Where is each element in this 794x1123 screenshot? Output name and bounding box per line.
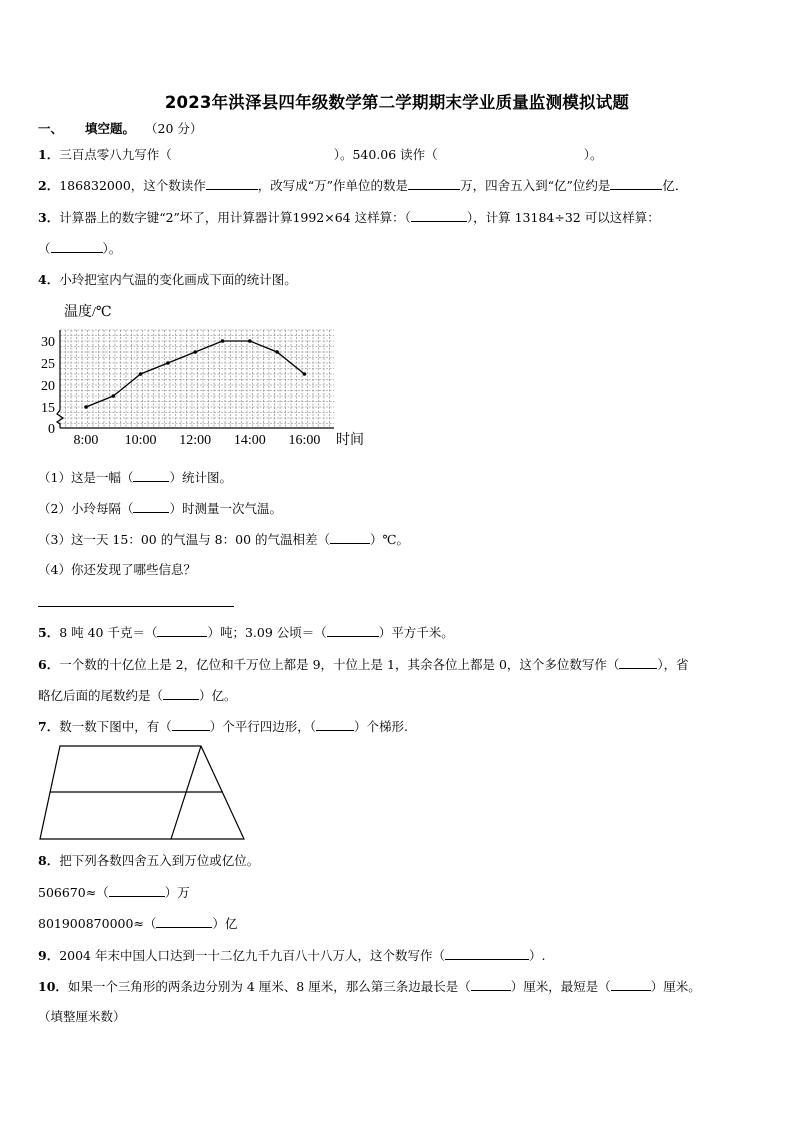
answer-blank[interactable] <box>330 531 370 544</box>
question-text: 三百点零八九写作（ <box>59 147 172 162</box>
answer-blank[interactable] <box>408 177 460 190</box>
question-text: 小玲把室内气温的变化画成下面的统计图。 <box>59 272 297 287</box>
question-4-sub-1 <box>38 469 232 486</box>
question-text: 略亿后面的尾数约是（ <box>38 688 164 703</box>
question-2 <box>38 177 687 194</box>
question-text: 万，四舍五入到“亿”位约是 <box>460 178 611 193</box>
question-text: 把下列各数四舍五入到万位或亿位。 <box>59 853 260 868</box>
answer-blank[interactable] <box>133 469 169 482</box>
data-point <box>84 405 88 409</box>
question-text: 186832000，这个数读作 <box>59 178 206 193</box>
question-3-continued <box>38 240 121 257</box>
y-tick-label: 25 <box>41 357 55 372</box>
x-tick-label: 14:00 <box>233 433 266 448</box>
question-text: 8 吨 40 千克＝（ <box>59 625 158 640</box>
y-tick-label: 0 <box>48 422 55 437</box>
question-text: ）时测量一次气温。 <box>169 501 282 516</box>
question-text: （填整厘米数） <box>38 1009 126 1024</box>
data-point <box>112 394 116 398</box>
question-6 <box>38 656 689 673</box>
answer-blank[interactable] <box>206 177 258 190</box>
answer-blank[interactable] <box>610 177 662 190</box>
question-4-sub-3 <box>38 531 409 548</box>
question-10-note <box>38 1009 126 1025</box>
question-text: ）厘米，最短是（ <box>510 979 611 994</box>
y-tick-label: 15 <box>41 401 55 416</box>
question-text: ），计算 13184÷32 可以这样算： <box>466 210 660 225</box>
question-6-continued <box>38 687 237 704</box>
question-text: （3）这一天 15：00 的气温与 8：00 的气温相差（ <box>38 532 331 547</box>
question-text: ），省 <box>657 657 689 672</box>
chart-grid <box>60 330 334 428</box>
question-number: 8． <box>38 853 60 868</box>
question-text: ）. <box>529 948 546 963</box>
question-number: 5． <box>38 625 60 640</box>
question-text: 如果一个三角形的两条边分别为 4 厘米、8 厘米，那么第三条边最长是（ <box>67 979 471 994</box>
answer-blank[interactable] <box>133 500 169 513</box>
question-8-item-2 <box>38 915 237 932</box>
question-text: ）亿 <box>212 916 238 931</box>
section-name: 填空题。 <box>85 121 136 136</box>
question-text: 2004 年末中国人口达到一十二亿九千九百八十八万人，这个数写作（ <box>59 948 445 963</box>
question-4 <box>38 272 297 288</box>
question-1 <box>38 147 602 163</box>
question-10 <box>38 978 701 995</box>
answer-blank[interactable] <box>109 884 165 897</box>
question-text: ）℃。 <box>370 532 410 547</box>
question-4-sub-4 <box>38 562 196 578</box>
question-text: ）。540.06 读作（ <box>333 147 438 162</box>
question-number: 3． <box>38 210 60 225</box>
x-tick-label: 8:00 <box>73 433 99 448</box>
y-tick-label: 20 <box>41 379 55 394</box>
question-text: 计算器上的数字键“2”坏了，用计算器计算1992×64 这样算：（ <box>59 210 411 225</box>
question-text: ）平方千米。 <box>378 625 454 640</box>
question-text: ）亿。 <box>199 688 237 703</box>
question-8 <box>38 853 259 869</box>
question-7 <box>38 718 408 735</box>
answer-blank[interactable] <box>51 240 103 253</box>
question-3 <box>38 209 660 226</box>
answer-blank[interactable] <box>445 947 529 960</box>
question-5 <box>38 624 454 641</box>
section-number: 一、 <box>38 121 64 136</box>
data-point <box>139 372 143 376</box>
question-4-sub-2 <box>38 500 282 517</box>
question-text: （4）你还发现了哪些信息？ <box>38 562 196 577</box>
question-text: 801900870000≈（ <box>38 916 157 931</box>
question-number: 4． <box>38 272 60 287</box>
question-text: 一个数的十亿位上是 2，亿位和千万位上都是 9，十位上是 1，其余各位上都是 0，这个多位数写作（ <box>59 657 620 672</box>
question-text: ）万 <box>164 885 190 900</box>
data-point <box>221 339 225 343</box>
answer-blank[interactable] <box>163 687 199 700</box>
x-tick-label: 16:00 <box>288 433 321 448</box>
question-text: ）。 <box>583 147 603 162</box>
question-number: 6． <box>38 657 60 672</box>
question-text: ）吨；3.09 公顷＝（ <box>207 625 327 640</box>
data-point <box>166 361 170 365</box>
y-tick-label: 30 <box>41 335 55 350</box>
answer-blank[interactable] <box>172 718 210 731</box>
answer-blank[interactable] <box>156 915 212 928</box>
data-point <box>248 339 252 343</box>
question-text: ）个梯形. <box>353 719 408 734</box>
answer-blank[interactable] <box>471 978 511 991</box>
y-axis-label: 温度/℃ <box>64 305 112 320</box>
question-text: 亿． <box>662 178 688 193</box>
data-point <box>275 350 279 354</box>
question-text: （2）小玲每隔（ <box>38 501 134 516</box>
data-point <box>303 372 307 376</box>
question-number: 9． <box>38 948 60 963</box>
question-8-item-1 <box>38 884 190 901</box>
question-text: ）厘米。 <box>650 979 701 994</box>
question-text: ）统计图。 <box>169 470 232 485</box>
section-points: （20 分） <box>145 121 203 136</box>
question-number: 10． <box>38 979 68 994</box>
trapezoid-figure <box>38 743 248 843</box>
question-number: 7． <box>38 719 60 734</box>
answer-blank[interactable] <box>316 718 354 731</box>
section-heading <box>38 121 202 137</box>
x-axis-label: 时间 <box>336 433 364 448</box>
question-number: 1． <box>38 147 60 162</box>
answer-blank[interactable] <box>327 624 379 637</box>
question-text: ）个平行四边形，（ <box>209 719 316 734</box>
answer-blank[interactable] <box>411 209 467 222</box>
x-tick-label: 10:00 <box>124 433 157 448</box>
question-text: （ <box>38 241 51 256</box>
answer-blank[interactable] <box>157 624 207 637</box>
answer-blank[interactable] <box>619 656 657 669</box>
x-tick-label: 12:00 <box>179 433 212 448</box>
answer-blank[interactable] <box>611 978 651 991</box>
question-number: 2． <box>38 178 60 193</box>
question-9 <box>38 947 545 964</box>
question-text: ，改写成“万”作单位的数是 <box>257 178 409 193</box>
data-point <box>193 350 197 354</box>
question-text: 数一数下图中，有（ <box>59 719 172 734</box>
temperature-line-chart <box>30 298 380 454</box>
page-title: 2023年洪泽县四年级数学第二学期期末学业质量监测模拟试题 <box>164 93 630 112</box>
question-text: ）。 <box>102 241 122 256</box>
answer-line[interactable] <box>38 606 234 607</box>
question-text: 506670≈（ <box>38 885 109 900</box>
question-text: （1）这是一幅（ <box>38 470 134 485</box>
